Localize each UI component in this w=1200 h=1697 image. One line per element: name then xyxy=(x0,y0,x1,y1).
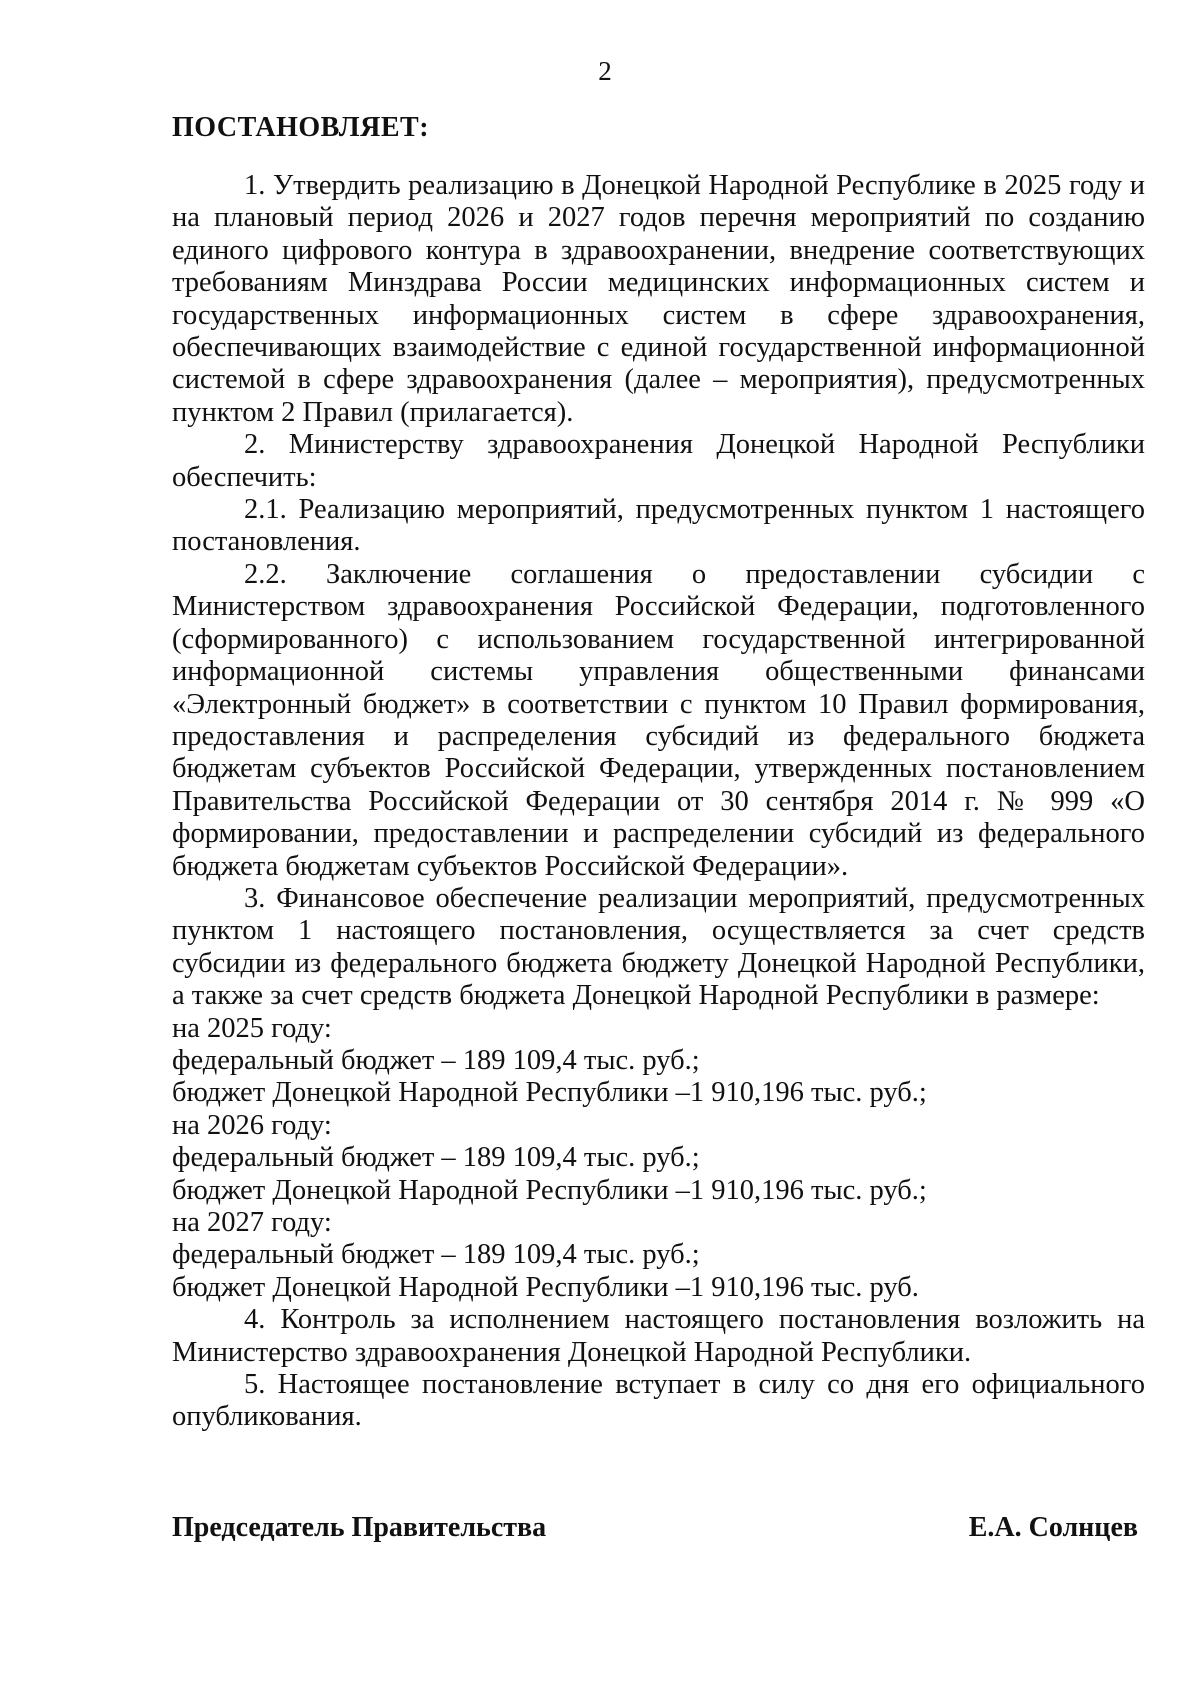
document-body xyxy=(172,170,1145,1434)
signatory-name: Е.А. Солнцев xyxy=(968,1512,1138,1543)
funding-line-2026-regional: бюджет Донецкой Народной Республики –1 910,196 тыс. руб.; xyxy=(172,1174,927,1206)
paragraph-2: 2. Министерству здравоохранения Донецкой Народной Республики обеспечить: xyxy=(172,429,1145,493)
funding-line-2027-regional: бюджет Донецкой Народной Республики –1 910,196 тыс. руб. xyxy=(172,1271,919,1303)
signature-block xyxy=(172,1512,1138,1544)
paragraph-3: 3. Финансовое обеспечение реализации мероприятий, предусмотренных пунктом 1 настоящего постановления, осуществляется за счет средств субсидии из федерального бюджета бюджету Донецкой Народной Республики, а также за счет средств бюджета Донецкой Народной Республики в размере: xyxy=(172,882,1145,1012)
funding-line-2026-heading: на 2026 году: xyxy=(172,1109,332,1141)
page-number: 2 xyxy=(598,56,612,86)
paragraph-2-1: 2.1. Реализацию мероприятий, предусмотренных пунктом 1 настоящего постановления. xyxy=(172,494,1145,558)
resolution-heading: ПОСТАНОВЛЯЕТ: xyxy=(172,112,430,143)
funding-line-2027-federal: федеральный бюджет – 189 109,4 тыс. руб.; xyxy=(172,1239,700,1271)
paragraph-4: 4. Контроль за исполнением настоящего постановления возложить на Министерство здравоохранения Донецкой Народной Республики. xyxy=(172,1304,1145,1368)
signatory-position: Председатель Правительства xyxy=(172,1512,547,1543)
funding-line-2025-regional: бюджет Донецкой Народной Республики –1 910,196 тыс. руб.; xyxy=(172,1077,927,1109)
funding-line-2025-heading: на 2025 году: xyxy=(172,1012,332,1044)
paragraph-1: 1. Утвердить реализацию в Донецкой Народной Республике в 2025 году и на плановый период 2026 и 2027 годов перечня мероприятий по созданию единого цифрового контура в здравоохранении, внедрение соответствующих требованиям Минздрава России медицинских информационных систем и государственных информационных систем в сфере здравоохранения, обеспечивающих взаимодействие с единой государственной информационной системой в сфере здравоохранения (далее – мероприятия), предусмотренных пунктом 2 Правил (прилагается). xyxy=(172,170,1145,428)
funding-line-2026-federal: федеральный бюджет – 189 109,4 тыс. руб.; xyxy=(172,1142,700,1174)
funding-line-2025-federal: федеральный бюджет – 189 109,4 тыс. руб.; xyxy=(172,1044,700,1076)
paragraph-2-2: 2.2. Заключение соглашения о предоставлении субсидии с Министерством здравоохранения Российской Федерации, подготовленного (сформированного) с использованием государственной интегрированной информационной системы управления общественными финансами «Электронный бюджет» в соответствии с пунктом 10 Правил формирования, предоставления и распределения субсидий из федерального бюджета бюджетам субъектов Российской Федерации, утвержденных постановлением Правительства Российской Федерации от 30 сентября 2014 г. № 999 «О формировании, предоставлении и распределении субсидий из федерального бюджета бюджетам субъектов Российской Федерации». xyxy=(172,558,1145,882)
paragraph-5: 5. Настоящее постановление вступает в силу со дня его официального опубликования. xyxy=(172,1369,1145,1433)
funding-line-2027-heading: на 2027 году: xyxy=(172,1207,332,1238)
